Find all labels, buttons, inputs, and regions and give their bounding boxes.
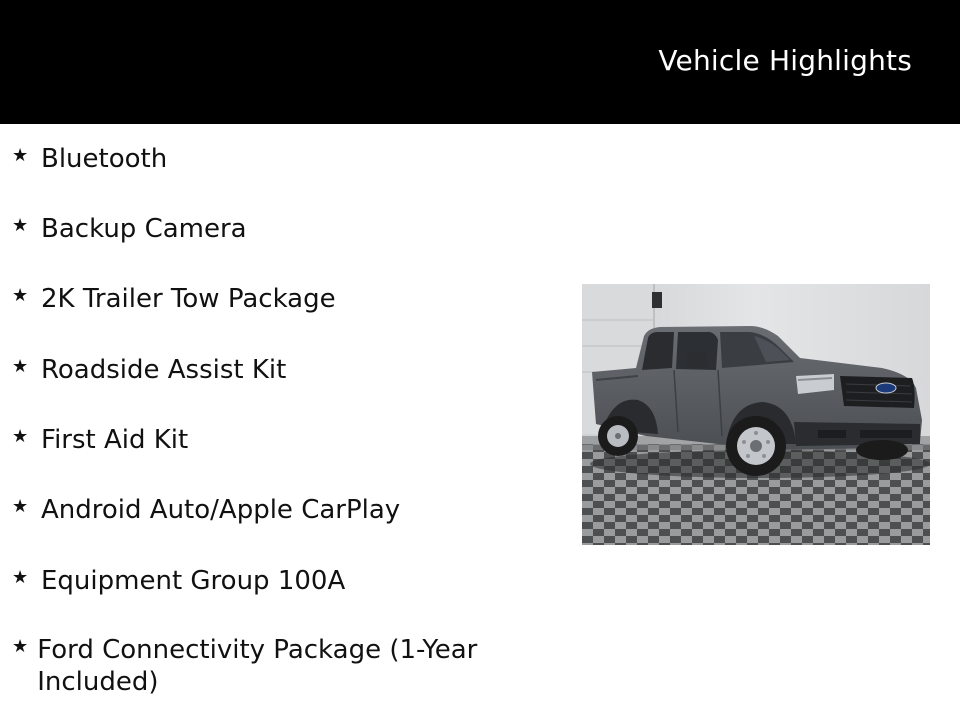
star-icon: ★ xyxy=(12,285,29,306)
feature-label: Android Auto/Apple CarPlay xyxy=(41,495,401,525)
list-item xyxy=(12,565,532,597)
star-icon: ★ xyxy=(12,426,29,447)
star-icon: ★ xyxy=(12,356,29,377)
star-icon: ★ xyxy=(12,145,29,166)
star-icon: ★ xyxy=(12,215,29,236)
star-icon: ★ xyxy=(12,567,29,588)
feature-label: Equipment Group 100A xyxy=(41,566,346,596)
feature-label: First Aid Kit xyxy=(41,425,189,455)
list-item xyxy=(12,634,532,698)
list-item xyxy=(12,354,532,386)
feature-label: Backup Camera xyxy=(41,214,247,244)
list-item xyxy=(12,143,532,175)
feature-label: 2K Trailer Tow Package xyxy=(41,284,336,314)
list-item xyxy=(12,424,532,456)
feature-label: Bluetooth xyxy=(41,144,168,174)
star-icon: ★ xyxy=(12,496,29,517)
list-item xyxy=(12,213,532,245)
star-icon: ★ xyxy=(12,636,29,657)
feature-label: Roadside Assist Kit xyxy=(41,355,287,385)
list-item xyxy=(12,494,532,526)
feature-label: Ford Connectivity Package (1-Year Included) xyxy=(37,635,478,697)
page-title: Vehicle Highlights xyxy=(658,44,912,77)
list-item xyxy=(12,283,532,315)
vehicle-photo xyxy=(582,284,930,545)
